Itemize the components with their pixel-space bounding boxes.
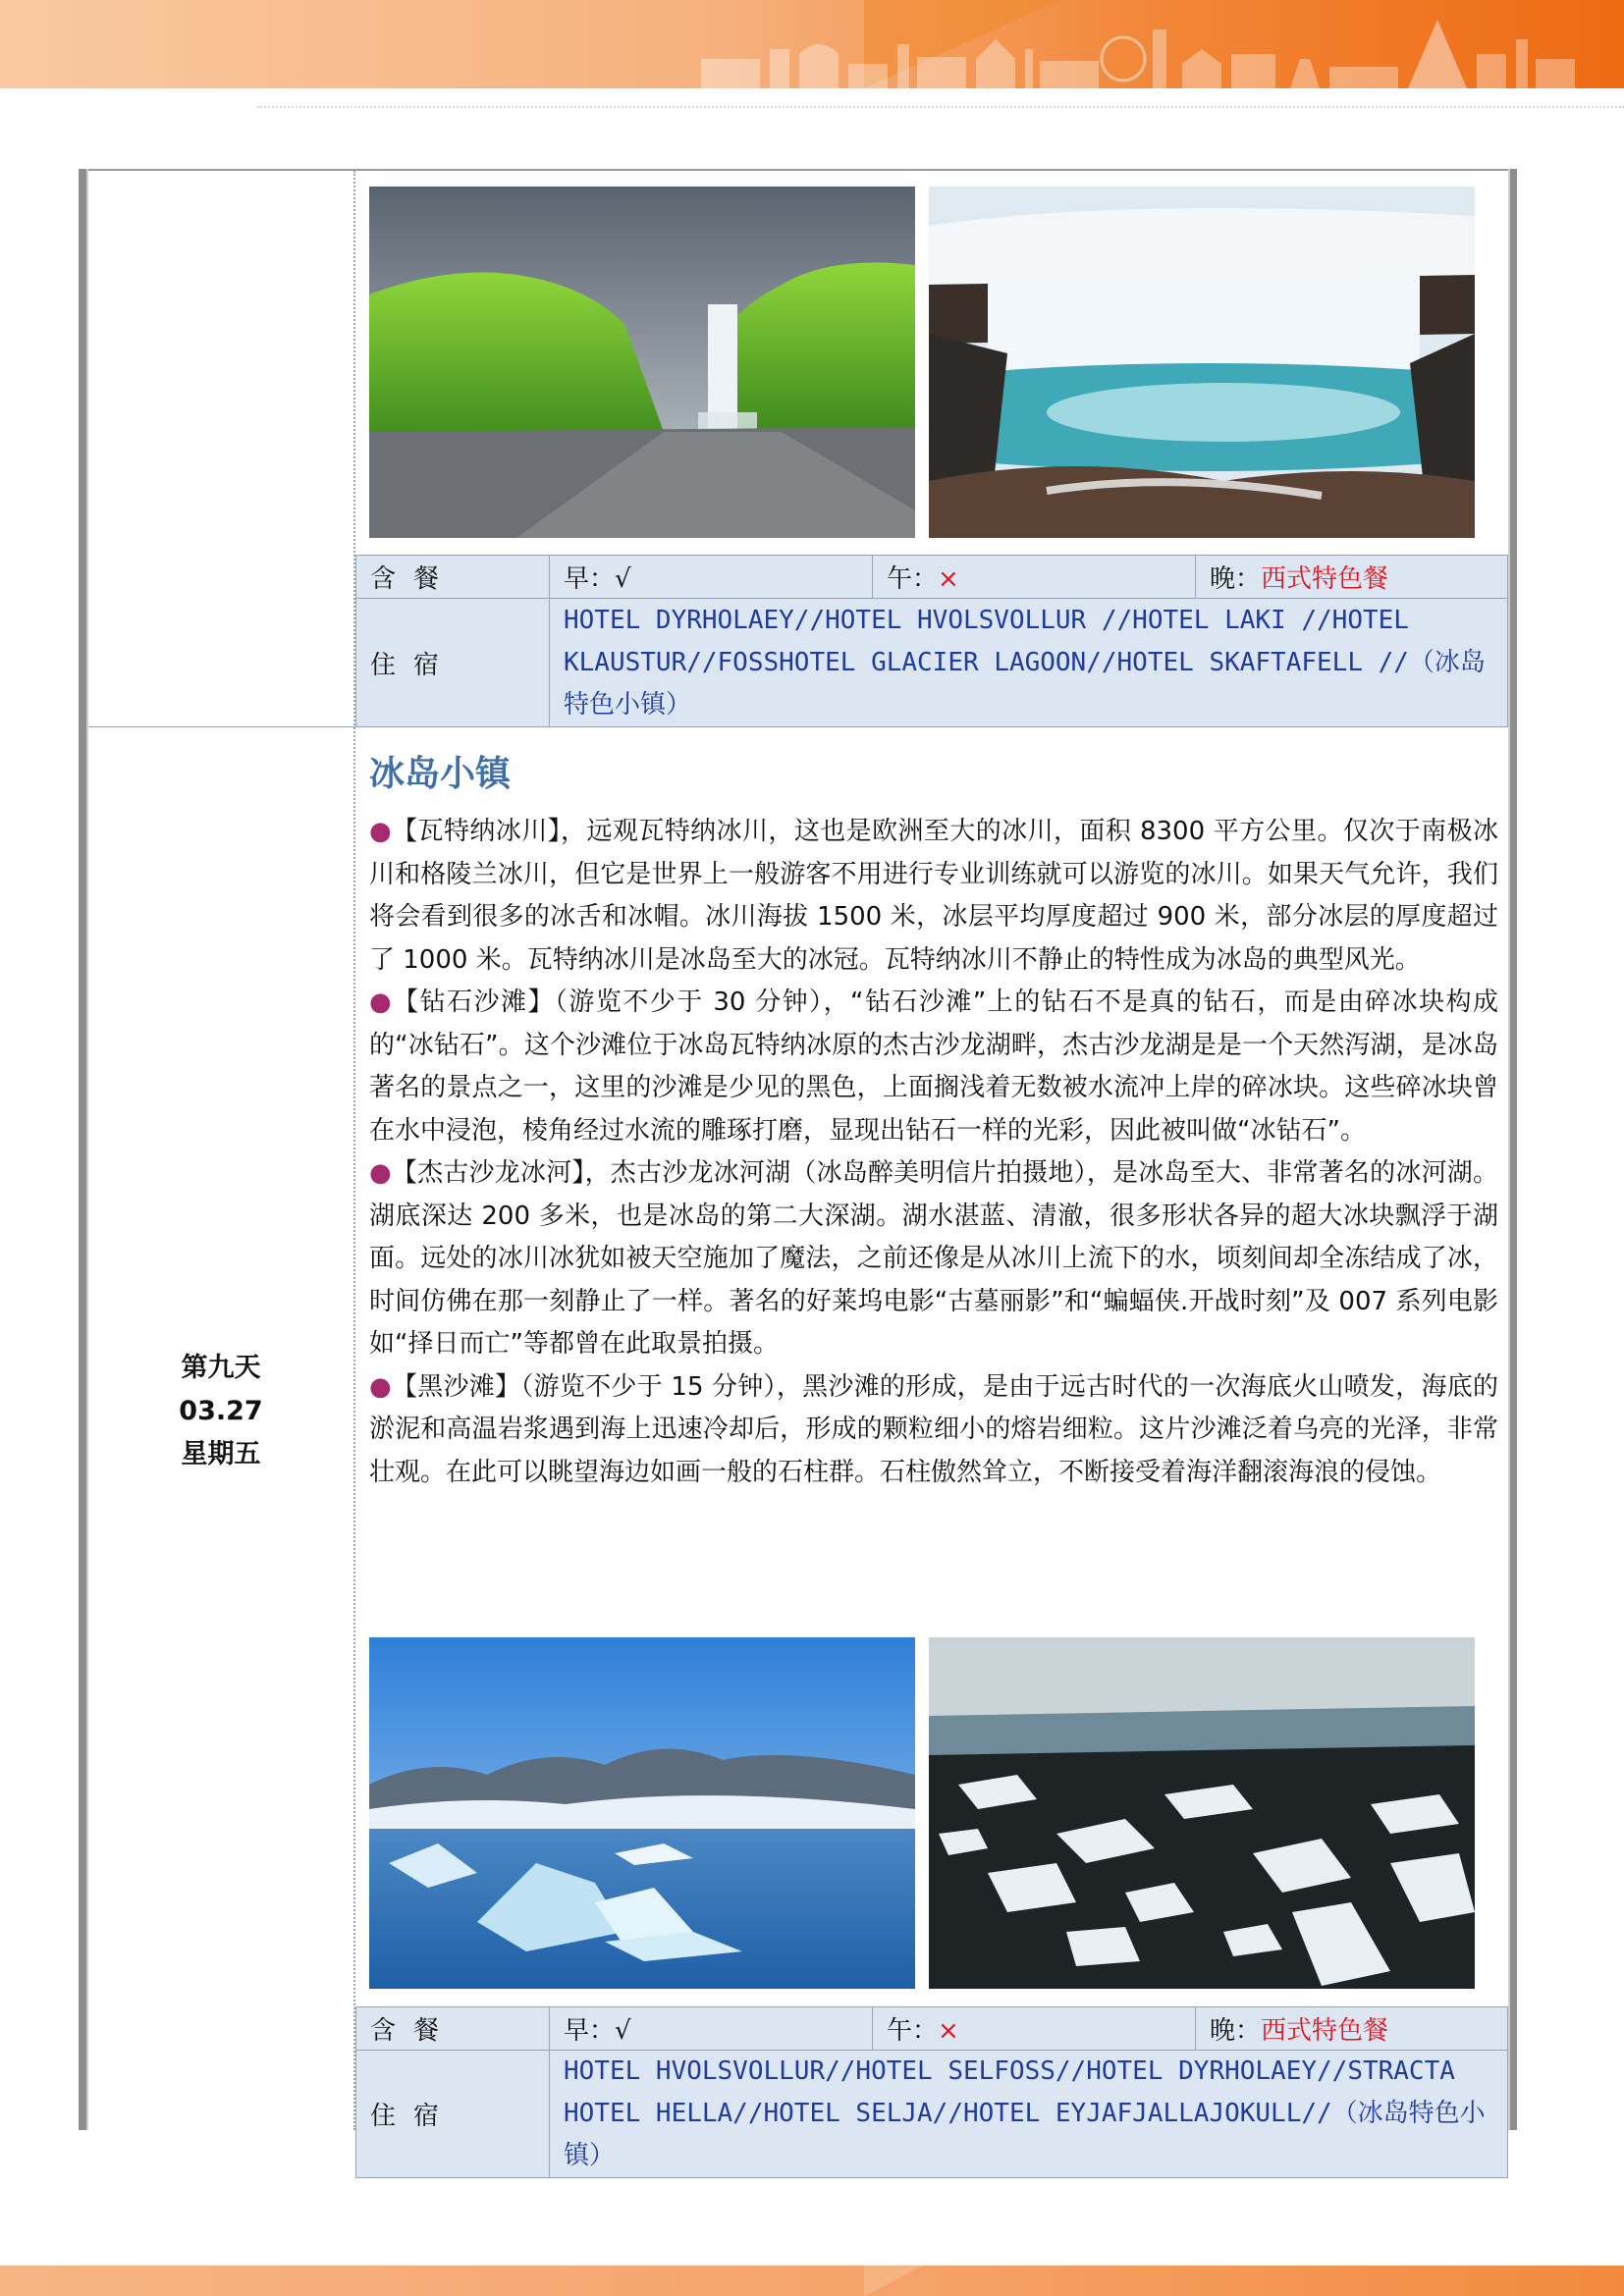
header-banner [0,0,1624,88]
photo-diamond-beach [929,1637,1475,1989]
lunch-cross-icon: × [938,2016,959,2046]
paragraph-jokulsarlon: ●【杰古沙龙冰河】，杰古沙龙冰河湖（冰岛醉美明信片拍摄地），是冰岛至大、非常著名的冰河湖。湖底深达 200 多米，也是冰岛的第二大深湖。湖水湛蓝、清澈，很多形状各异的超大冰块飘浮于湖面。远处的冰川冰犹如被天空施加了魔法，之前还像是从冰川上流下的水，顷刻间却全冻结成了冰，时间仿佛在那一刻静止了一样。著名的好莱坞电影“古墓丽影”和“蝙蝠侠.开战时刻”及 007 系列电影如“择日而亡”等都曾在此取景拍摄。 [369,1158,1498,1359]
lunch-cell [873,2007,1196,2051]
lunch-cross-icon: × [938,564,959,594]
breakfast-cell: 早：√ [550,556,873,599]
lunch-cell [873,556,1196,599]
itinerary-description [369,811,1498,1494]
bullet-icon: ● [369,988,394,1017]
city-skyline-icon [701,20,1585,88]
bullet-icon: ● [369,1158,392,1188]
previous-day-info-table [355,555,1508,727]
day-date: 03.27 [179,1396,263,1426]
table-border-right [1508,169,1517,2130]
photo-skogafoss-waterfall [369,187,915,538]
footer-banner [0,2266,1624,2296]
bullet-icon: ● [369,1371,392,1402]
column-divider [353,171,355,2130]
lodging-label: 住宿 [356,2051,550,2178]
meals-label: 含餐 [356,2007,550,2051]
meals-label: 含餐 [356,556,550,599]
lodging-label: 住宿 [356,599,550,727]
paragraph-black-sand-beach: ●【黑沙滩】（游览不少于 15 分钟），黑沙滩的形成，是由于远古时代的一次海底火山喷发，海底的淤泥和高温岩浆遇到海上迅速冷却后，形成的颗粒细小的熔岩细粒。这片沙滩泛着乌亮的光泽，非常壮观。在此可以眺望海边如画一般的石柱群。石柱傲然耸立，不断接受着海洋翻滚海浪的侵蚀。 [369,1371,1498,1487]
dinner-value: 西式特色餐 [1261,564,1389,594]
table-border-left [79,169,88,2130]
breakfast-cell: 早：√ [550,2007,873,2051]
dinner-cell [1196,2007,1508,2051]
current-day-info-table [355,2006,1508,2178]
lunch-prefix: 午： [887,2016,939,2046]
day-name: 第九天 [181,1353,261,1383]
section-title: 冰岛小镇 [369,754,512,794]
paragraph-vatnajokull: ●【瓦特纳冰川】，远观瓦特纳冰川，这也是欧洲至大的冰川，面积 8300 平方公里。仅次于南极冰川和格陵兰冰川，但它是世界上一般游客不用进行专业训练就可以游览的冰川。如果天气允许，我们将会看到很多的冰舌和冰帽。冰川海拔 1500 米，冰层平均厚度超过 900 米，部分冰层的厚度超过了 1000 米。瓦特纳冰川是冰岛至大的冰冠。瓦特纳冰川不静止的特性成为冰岛的典型风光。 [369,817,1498,975]
bullet-icon: ● [369,817,393,846]
dinner-prefix: 晚： [1210,564,1262,594]
photo-glacier-lagoon [369,1637,915,1989]
day-weekday: 星期五 [181,1439,261,1469]
paragraph-diamond-beach: ●【钻石沙滩】（游览不少于 30 分钟），“钻石沙滩”上的钻石不是真的钻石，而是由碎冰块构成的“冰钻石”。这个沙滩位于冰岛瓦特纳冰原的杰古沙龙湖畔，杰古沙龙湖是是一个天然泻湖，是冰岛著名的景点之一，这里的沙滩是少见的黑色，上面搁浅着无数被水流冲上岸的碎冰块。这些碎冰块曾在水中浸泡，棱角经过水流的雕琢打磨，显现出钻石一样的光彩，因此被叫做“冰钻石”。 [369,988,1499,1146]
dinner-prefix: 晚： [1210,2016,1262,2046]
footer-accent [864,2266,923,2296]
dinner-cell [1196,556,1508,599]
header-divider [257,106,1624,108]
photo-godafoss-waterfall [929,187,1475,538]
lunch-prefix: 午： [887,564,939,594]
day-label [88,1347,353,1476]
table-border-top [79,169,1515,171]
lodging-value: HOTEL DYRHOLAEY//HOTEL HVOLSVOLLUR //HOTEL LAKI //HOTEL KLAUSTUR//FOSSHOTEL GLACIER LAGOON//HOTEL SKAFTAFELL //（冰岛特色小镇） [550,599,1508,727]
lodging-value: HOTEL HVOLSVOLLUR//HOTEL SELFOSS//HOTEL DYRHOLAEY//STRACTA HOTEL HELLA//HOTEL SELJA//HOTEL EYJAFJALLAJOKULL//（冰岛特色小镇） [550,2051,1508,2178]
dinner-value: 西式特色餐 [1261,2016,1389,2046]
